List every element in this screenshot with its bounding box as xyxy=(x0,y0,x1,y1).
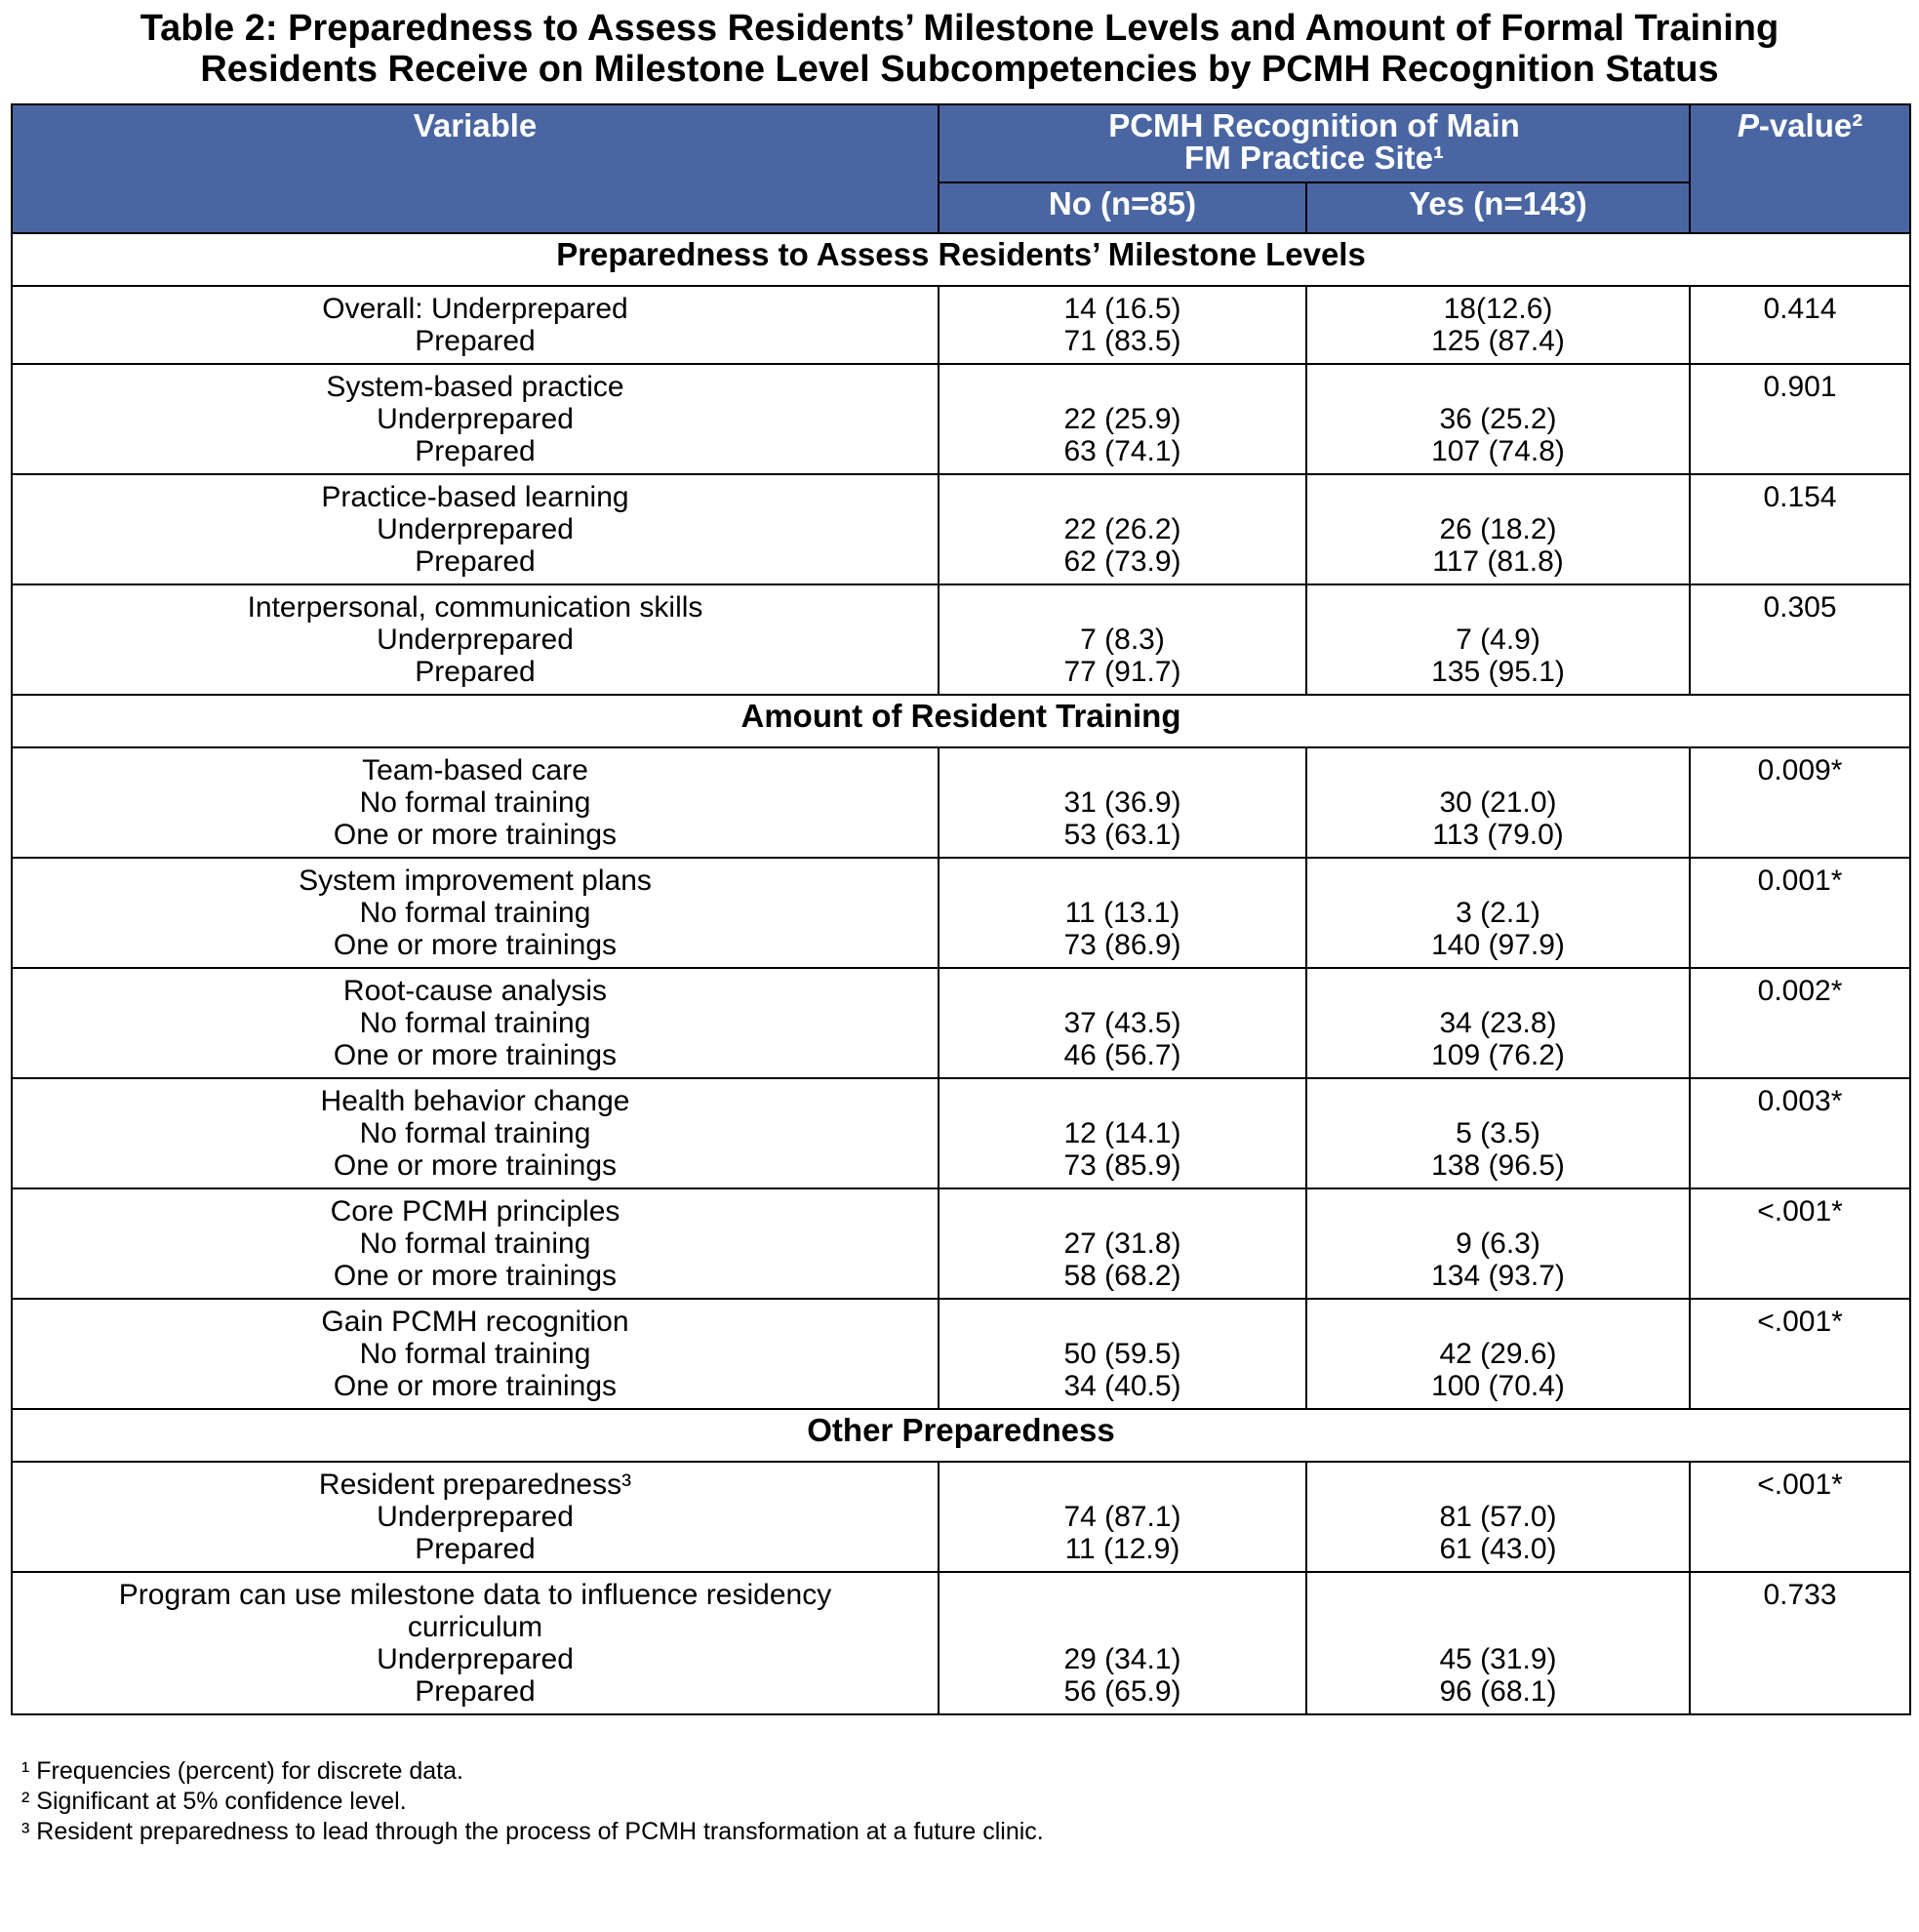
cell-line xyxy=(1307,1085,1689,1117)
no-cell xyxy=(939,474,1306,584)
cell-line: 26 (18.2) xyxy=(1439,513,1557,545)
no-cell xyxy=(939,968,1306,1078)
yes-cell xyxy=(1306,286,1690,364)
cell-line: One or more trainings xyxy=(333,1149,618,1182)
cell-line: 7 (4.9) xyxy=(1456,624,1540,656)
cell-line: 30 (21.0) xyxy=(1439,786,1557,819)
cell-line: 73 (85.9) xyxy=(1063,1149,1181,1182)
variable-cell xyxy=(12,747,939,858)
cell-line xyxy=(940,1611,1305,1643)
footnote-2: ² Significant at 5% confidence level. xyxy=(21,1788,407,1815)
header-variable: Variable xyxy=(12,104,939,233)
cell-line xyxy=(940,975,1305,1007)
yes-cell xyxy=(1306,1188,1690,1299)
variable-cell xyxy=(12,364,939,474)
table-row xyxy=(12,968,1910,1078)
cell-line: 7 (8.3) xyxy=(1080,624,1165,656)
table-row xyxy=(12,1462,1910,1572)
cell-line: Underprepared xyxy=(377,624,574,656)
cell-line: 109 (76.2) xyxy=(1431,1039,1565,1071)
footnote-1: ¹ Frequencies (percent) for discrete data. xyxy=(21,1757,463,1785)
cell-line: 135 (95.1) xyxy=(1431,656,1565,688)
variable-cell xyxy=(12,286,939,364)
cell-line: Underprepared xyxy=(377,1501,574,1533)
yes-cell xyxy=(1306,858,1690,968)
pvalue-cell: <.001* xyxy=(1690,1188,1910,1299)
header-pvalue xyxy=(1690,104,1910,233)
cell-line: 12 (14.1) xyxy=(1063,1117,1181,1149)
section-title: Other Preparedness xyxy=(12,1409,1910,1462)
cell-line: Overall: Underprepared xyxy=(322,293,628,325)
cell-line: Program can use milestone data to influence residency xyxy=(118,1579,832,1611)
no-cell xyxy=(939,584,1306,695)
cell-line: 18(12.6) xyxy=(1443,293,1553,325)
cell-line: 14 (16.5) xyxy=(1063,293,1181,325)
table-row xyxy=(12,286,1910,364)
pvalue-cell: 0.003* xyxy=(1690,1078,1910,1188)
cell-line: One or more trainings xyxy=(333,1370,618,1402)
no-cell xyxy=(939,286,1306,364)
cell-line: 11 (12.9) xyxy=(1064,1533,1180,1565)
cell-line xyxy=(940,865,1305,897)
table-row xyxy=(12,364,1910,474)
variable-cell xyxy=(12,1572,939,1714)
cell-line: 107 (74.8) xyxy=(1431,435,1565,467)
cell-line: 62 (73.9) xyxy=(1063,545,1181,578)
cell-line xyxy=(1307,865,1689,897)
cell-line: Underprepared xyxy=(377,1643,574,1675)
yes-cell xyxy=(1306,968,1690,1078)
cell-line xyxy=(1307,1469,1689,1501)
no-cell xyxy=(939,364,1306,474)
cell-line: 56 (65.9) xyxy=(1063,1675,1181,1708)
pvalue-cell: 0.305 xyxy=(1690,584,1910,695)
cell-line: 58 (68.2) xyxy=(1063,1260,1181,1292)
cell-line: Underprepared xyxy=(377,403,574,435)
cell-line xyxy=(940,754,1305,786)
cell-line: 22 (26.2) xyxy=(1063,513,1181,545)
cell-line xyxy=(940,1085,1305,1117)
cell-line: System-based practice xyxy=(326,371,624,403)
variable-cell xyxy=(12,474,939,584)
cell-line xyxy=(940,481,1305,513)
pvalue-cell: 0.001* xyxy=(1690,858,1910,968)
cell-line: One or more trainings xyxy=(333,1260,618,1292)
cell-line xyxy=(940,371,1305,403)
cell-line: One or more trainings xyxy=(333,1039,618,1071)
cell-line: 3 (2.1) xyxy=(1456,897,1540,929)
section-header-row xyxy=(12,233,1910,286)
cell-line: No formal training xyxy=(359,1117,591,1149)
cell-line: curriculum xyxy=(407,1611,543,1643)
header-pvalue-rest: -value² xyxy=(1758,107,1863,143)
variable-cell xyxy=(12,1078,939,1188)
no-cell xyxy=(939,1462,1306,1572)
cell-line: 45 (31.9) xyxy=(1439,1643,1557,1675)
cell-line: 9 (6.3) xyxy=(1456,1228,1540,1260)
cell-line: Root-cause analysis xyxy=(342,975,608,1007)
cell-line: 29 (34.1) xyxy=(1063,1643,1181,1675)
cell-line: 74 (87.1) xyxy=(1063,1501,1181,1533)
cell-line: Team-based care xyxy=(362,754,588,786)
variable-cell xyxy=(12,968,939,1078)
pvalue-cell: 0.002* xyxy=(1690,968,1910,1078)
cell-line xyxy=(940,1195,1305,1228)
cell-line xyxy=(1307,1306,1689,1338)
cell-line: 22 (25.9) xyxy=(1063,403,1181,435)
pvalue-cell: 0.733 xyxy=(1690,1572,1910,1714)
table-row xyxy=(12,474,1910,584)
table-row xyxy=(12,1572,1910,1714)
table-header xyxy=(12,104,1910,233)
cell-line xyxy=(1307,975,1689,1007)
cell-line xyxy=(940,591,1305,624)
cell-line: 134 (93.7) xyxy=(1431,1260,1565,1292)
variable-cell xyxy=(12,858,939,968)
cell-line: No formal training xyxy=(359,786,591,819)
cell-line: Prepared xyxy=(415,545,536,578)
section-header-row xyxy=(12,1409,1910,1462)
cell-line: No formal training xyxy=(359,1007,591,1039)
no-cell xyxy=(939,1572,1306,1714)
yes-cell xyxy=(1306,1078,1690,1188)
pvalue-cell: 0.009* xyxy=(1690,747,1910,858)
cell-line: 71 (83.5) xyxy=(1063,325,1181,357)
cell-line xyxy=(1307,591,1689,624)
no-cell xyxy=(939,1299,1306,1409)
cell-line: 27 (31.8) xyxy=(1063,1228,1181,1260)
title-line-2: Residents Receive on Milestone Level Subcompetencies by PCMH Recognition Status xyxy=(200,49,1719,90)
cell-line xyxy=(1307,1611,1689,1643)
table-body xyxy=(12,233,1910,1714)
yes-cell xyxy=(1306,1299,1690,1409)
pvalue-cell: 0.414 xyxy=(1690,286,1910,364)
header-group-line-1: PCMH Recognition of Main xyxy=(1108,107,1520,143)
cell-line xyxy=(1307,1579,1689,1611)
cell-line: No formal training xyxy=(359,1228,591,1260)
cell-line: 36 (25.2) xyxy=(1439,403,1557,435)
cell-line: No formal training xyxy=(359,1338,591,1370)
cell-line: Prepared xyxy=(415,435,536,467)
table-title xyxy=(0,8,1919,90)
cell-line: 50 (59.5) xyxy=(1063,1338,1181,1370)
table-row xyxy=(12,1188,1910,1299)
footnotes xyxy=(21,1756,1044,1847)
no-cell xyxy=(939,1078,1306,1188)
cell-line: System improvement plans xyxy=(299,865,652,897)
header-no: No (n=85) xyxy=(939,182,1306,233)
header-group-line-2: FM Practice Site¹ xyxy=(1184,140,1444,176)
section-title: Preparedness to Assess Residents’ Milestone Levels xyxy=(12,233,1910,286)
pvalue-cell: 0.901 xyxy=(1690,364,1910,474)
cell-line: One or more trainings xyxy=(333,929,618,961)
cell-line: 37 (43.5) xyxy=(1063,1007,1181,1039)
cell-line: 42 (29.6) xyxy=(1439,1338,1557,1370)
table-row xyxy=(12,1078,1910,1188)
cell-line: 81 (57.0) xyxy=(1439,1501,1557,1533)
title-line-1: Table 2: Preparedness to Assess Residents’ Milestone Levels and Amount of Formal Training xyxy=(140,8,1779,49)
cell-line xyxy=(940,1579,1305,1611)
cell-line: 96 (68.1) xyxy=(1439,1675,1557,1708)
cell-line: Core PCMH principles xyxy=(330,1195,620,1228)
cell-line: 73 (86.9) xyxy=(1063,929,1181,961)
header-pvalue-italic: P xyxy=(1737,107,1759,143)
variable-cell xyxy=(12,1462,939,1572)
yes-cell xyxy=(1306,364,1690,474)
cell-line: 34 (40.5) xyxy=(1063,1370,1181,1402)
no-cell xyxy=(939,747,1306,858)
section-title: Amount of Resident Training xyxy=(12,695,1910,747)
cell-line: 34 (23.8) xyxy=(1439,1007,1557,1039)
cell-line xyxy=(1307,1195,1689,1228)
cell-line: Prepared xyxy=(415,325,536,357)
cell-line: 100 (70.4) xyxy=(1431,1370,1565,1402)
cell-line: Practice-based learning xyxy=(321,481,629,513)
variable-cell xyxy=(12,584,939,695)
cell-line xyxy=(940,1306,1305,1338)
yes-cell xyxy=(1306,1462,1690,1572)
yes-cell xyxy=(1306,474,1690,584)
footnote-3: ³ Resident preparedness to lead through the process of PCMH transformation at a future clinic. xyxy=(21,1818,1044,1845)
table-row xyxy=(12,584,1910,695)
cell-line: 53 (63.1) xyxy=(1063,819,1181,851)
cell-line: Underprepared xyxy=(377,513,574,545)
cell-line: One or more trainings xyxy=(333,819,618,851)
cell-line: 140 (97.9) xyxy=(1431,929,1565,961)
yes-cell xyxy=(1306,1572,1690,1714)
cell-line: No formal training xyxy=(359,897,591,929)
variable-cell xyxy=(12,1299,939,1409)
cell-line: 77 (91.7) xyxy=(1063,656,1181,688)
cell-line xyxy=(1307,371,1689,403)
pvalue-cell: 0.154 xyxy=(1690,474,1910,584)
cell-line: Prepared xyxy=(415,1675,536,1708)
cell-line xyxy=(1307,481,1689,513)
cell-line: Interpersonal, communication skills xyxy=(247,591,703,624)
cell-line: 46 (56.7) xyxy=(1063,1039,1181,1071)
cell-line: 138 (96.5) xyxy=(1431,1149,1565,1182)
yes-cell xyxy=(1306,584,1690,695)
variable-cell xyxy=(12,1188,939,1299)
cell-line: 5 (3.5) xyxy=(1456,1117,1540,1149)
cell-line: 117 (81.8) xyxy=(1432,545,1564,578)
cell-line: Health behavior change xyxy=(320,1085,630,1117)
cell-line: Resident preparedness³ xyxy=(318,1469,632,1501)
yes-cell xyxy=(1306,747,1690,858)
pvalue-cell: <.001* xyxy=(1690,1462,1910,1572)
cell-line xyxy=(1307,754,1689,786)
table-row xyxy=(12,858,1910,968)
header-yes: Yes (n=143) xyxy=(1306,182,1690,233)
cell-line: 11 (13.1) xyxy=(1064,897,1180,929)
table-row xyxy=(12,747,1910,858)
data-table xyxy=(11,103,1911,1715)
cell-line: 31 (36.9) xyxy=(1063,786,1181,819)
cell-line: Prepared xyxy=(415,656,536,688)
cell-line: Gain PCMH recognition xyxy=(321,1306,629,1338)
section-header-row xyxy=(12,695,1910,747)
cell-line xyxy=(940,1469,1305,1501)
cell-line: 61 (43.0) xyxy=(1439,1533,1557,1565)
cell-line: 63 (74.1) xyxy=(1063,435,1181,467)
cell-line: Prepared xyxy=(415,1533,536,1565)
no-cell xyxy=(939,858,1306,968)
header-pcmh-group xyxy=(939,104,1690,182)
cell-line: 113 (79.0) xyxy=(1432,819,1564,851)
no-cell xyxy=(939,1188,1306,1299)
cell-line: 125 (87.4) xyxy=(1431,325,1565,357)
pvalue-cell: <.001* xyxy=(1690,1299,1910,1409)
table-row xyxy=(12,1299,1910,1409)
